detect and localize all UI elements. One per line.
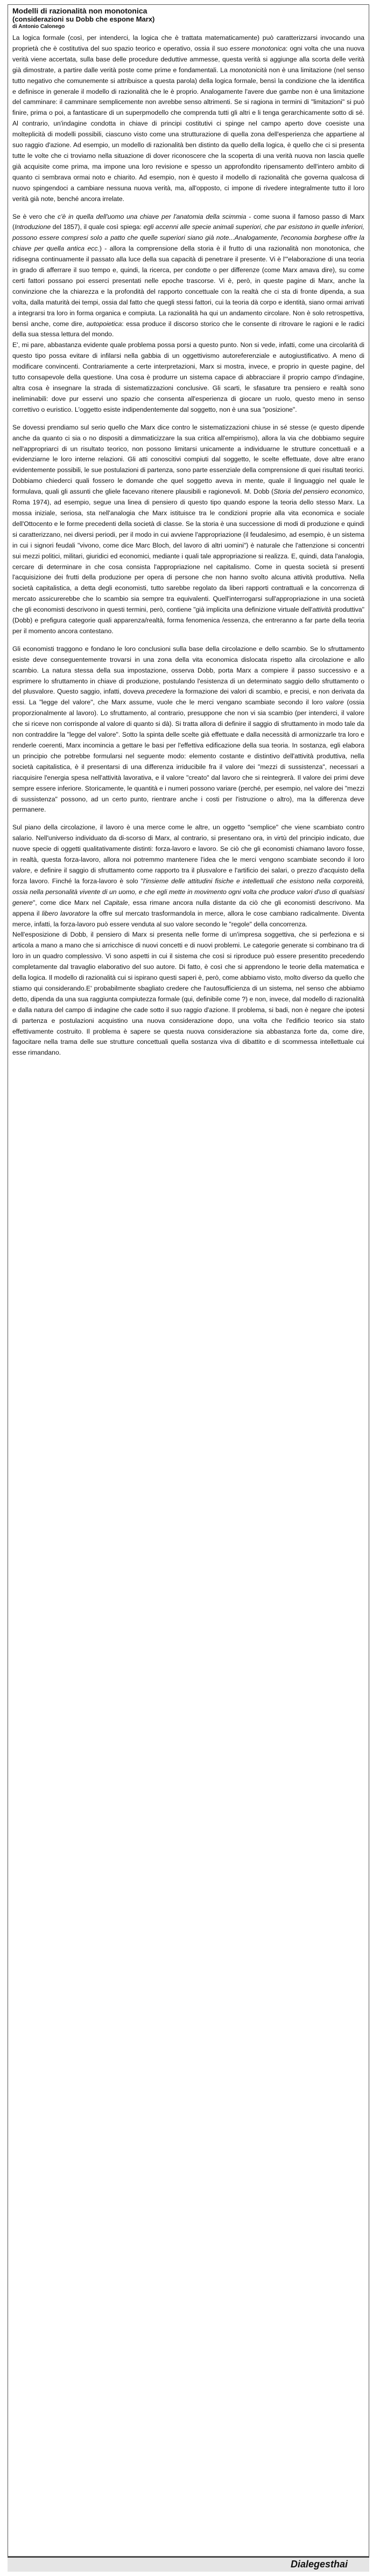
text-run: (ossia proporzionalmente al lavoro). Lo sfruttamento, al contrario, presuppone che non vi sia scambio (per intenderci, il valore che si riceve non corrisponde al valore di quanto si dà). Si tratta allora di definire il saggio di sfruttamento in modo tale da non contraddire la "legge del valore". Sotto la spinta delle scelte già effettuate e dalla necessità di armonizzarle tra loro e renderle coerenti, Marx incomincia a gettare le basi per l'effettiva edificazione della sua teoria. In sostanza, egli elabora un principio che potrebbe formularsi nel seguente modo: elemento costante e distintivo dell'attività produttiva, nella società capitalistica, è il presentarsi di una differenza irriducibile fra il valore dei "mezzi di sussistenza", necessari a riacquisire l'energia spesa nell'attività lavorativa, e il valore "creato" dal lavoro che si reintegrerà. Il valore dei primi deve sempre essere inferiore. Storicamente, le quantità e i numeri possono variare (perché, per esempio, nel valore dei "mezzi di sussistenza" possono, ad un certo punto, rientrare anche i costi per l'istruzione o altro), ma la differenza deve permanere. <box>12 698 364 814</box>
text-run: del 1857), il quale così spiega: <box>51 223 144 231</box>
text-run: ", come dice Marx nel <box>32 898 104 906</box>
italic-text: attività <box>312 606 332 614</box>
body-paragraph <box>12 644 364 816</box>
text-run: , essa rimane ancora nulla distante da ciò che gli economisti descrivono. Ma appena il <box>12 898 364 917</box>
footer-bar <box>8 2557 369 2572</box>
article-subtitle: (considerazioni su Dobb che espone Marx) <box>12 15 155 23</box>
text-run: - come suona il famoso passo di Marx ( <box>12 212 365 231</box>
text-run: E', mi pare, abbastanza evidente quale problema possa porsi a questo punto. Non si vede, infatti, come una circolarità di questo tipo possa evitare di infilarsi nella gabbia di un oggettivismo autoreferenziale e autogiustificativo. A meno di modificare convincenti. Contrariamente a certe interpretazioni, Marx si mostra, invece, e proprio in queste pagine, del tutto consapevole della questione. Una cosa è produrre un sistema capace di abbracciare il proprio campo d'indagine, altra cosa è insegnare la strada di sistematizzazioni conclusive. Gli scarti, le sfasature tra pensiero e realtà sono ineliminabili: dove pur esservi uno spazio che consenta all'esperienza di giocare un ruolo, questo meno in senso correttivo o euristico. L'oggetto esiste indipendentemente dal soggetto, non è una sua "posizione". <box>12 341 364 413</box>
italic-text: essere monotonica <box>230 44 286 52</box>
italic-text: valore <box>326 698 344 707</box>
body-paragraph <box>12 212 364 416</box>
brand-logo: Dialegesthai <box>290 2559 348 2570</box>
italic-text: c'è in quella dell'uomo una chiave per l'anatomia della scimmia <box>58 212 247 220</box>
italic-text: monotonicità <box>229 66 267 74</box>
text-run: ) - allora la comprensione della storia è il frutto di una razionalità non monotonica, che ridisegna continuamente il passato alla luce della sua capacità di penetrare il presente. Vi è l'"elaborazione di una teoria in grado di afferrare il suo tempo e, quindi, la ricerca, per condotte o per differenze (come Marx amava dire), su come certi fattori possano poi esserci presentati nelle epoche trascorse. Vi è, però, in queste pagine di Marx, anche la convinzione che la chiarezza e la profondità del rapporto concettuale con la realtà che ci sta di fronte dipenda, a sua volta, dalla maturità dei tempi, ossia dal fatto che quegli stessi fattori, cui la teoria dà corpo e identità, siano ormai arrivati a integrarsi tra loro in forma organica e compiuta. La razionalità ha qui un andamento circolare. Non è solo retrospettiva, bensì anche, come dire, <box>12 245 364 328</box>
italic-text: Storia del pensiero economico <box>273 488 363 496</box>
text-run: non è una limitazione (nel senso tutto negativo che comunemente si attribuisce a questa parola) della logica formale, bensì la condizione che la identifica e definisce in generale il modello di razionalità che le è proprio. Analogamente l'avere due gambe non è una limitazione del camminare: il camminare semplicemente non avrebbe senso altrimenti. Se si ragiona in termini di "limitazioni" si può finire, prima o poi, a fantasticare di un superpmodello che comprenda tutti gli altri e li tenga gerarchicamente sotto di sé. Al contrario, un'indagine condotta in chiave di principi costitutivi ci spinge nel campo aperto dove coesiste una molteplicità di modelli possibili, ciascuno visto come una strutturazione di quella zona dell'esperienza che appartiene al suo raggio d'azione. Ad esempio, un modello di razionalità ben distinto da quello della logica, è quello che ci si presenta tutte le volte che ci troviamo nella situazione di dover riconoscere che la scoperta di una verità nuova non lascia quelle già acquisite come prima, ma impone una loro revisione e spesso un approfondito ripensamento dell'intero ambito di quanto ci sembrava ormai noto e chiarito. Ad esempio, non è questo il modello di razionalità che governa qualcosa di nuovo spingendoci a cambiare nessuna nuova verità, ma, all'opposto, ci impone di rivedere integralmente tutto il loro verità già note, benché ancora irrelate. <box>12 66 364 203</box>
italic-text: precedere <box>146 688 177 696</box>
text-run: , e definire il saggio di sfruttamento come rapporto tra il plusvalore e l'artificio dei salari, o prezzo d'acquisto della forza lavoro. Finché la forza-lavoro è solo " <box>12 866 364 885</box>
text-run: : essa produce il discorso storico che le consente di ritrovare le ragioni e le radici della sua stessa lettura del mondo. <box>12 320 364 338</box>
italic-text: valore <box>12 866 31 874</box>
text-run: , Roma 1974), ad esempio, segue una linea di pensiero di questo tipo quando espone la teoria dello stesso Marx. La mossa iniziale, seriosa, sta nell'analogia che Marx istituisce tra le condizioni proprie alla vita economica e sociale dell'Ottocento e le forme precedenti della società di classe. Se la storia è una successione di modi di produzione e quindi si caratterizzano, nei diversi periodi, per il modo in cui avviene l'appropriazione (il feudalesimo, ad esempio, è un sistema in cui i signori feudali "vivono, come dice Marc Bloch, del lavoro di altri uomini") è naturale che l'attenzione si concentri sui mezzi politici, militari, giuridici ed economici, mediante i quali tale appropriazione si realizza. E, quindi, data l'analogia, cercare di determinare in che cosa consista l'appropriazione nel capitalismo. Come in questa società si presenti l'acquisizione dei frutti della produzione per opera di persone che non hanno svolto alcuna attività produttiva. Nella società capitalistica, a detta degli economisti, tutto sarebbe regolato da liberi rapporti contrattuali e la concorrenza di mercato assicurerebbe che lo scambio sia sempre tra equivalenti. Quell'interrogarsi sull'appropriazione in una società che gli economisti descrivono in questi termini, però, contiene "già implicita una definizione virtuale dell' <box>12 488 364 614</box>
text-run: La logica formale (così, per intenderci, la logica che è trattata matematicamente) può caratterizzarsi invocando una proprietà che è costitutiva del suo spazio teorico e operativo, ossia il suo <box>12 34 364 52</box>
body-paragraph <box>12 423 364 637</box>
body-paragraph <box>12 822 364 1058</box>
italic-text: libero lavoratore <box>41 909 90 917</box>
italic-text: autopoietica <box>86 320 122 328</box>
article-title: Modelli di razionalità non monotonica <box>12 6 147 15</box>
text-run: Sul piano della circolazione, il lavoro è una merce come le altre, un oggetto "semplice" che viene scambiato contro salario. Nell'universo individuato da di-scorso di Marx, al contrario, si presentano ora, in virtù del principio indicato, due nuove specie di oggetti qualitativamente distinti: forza-lavoro e lavoro. Se ciò che gli economisti chiamano lavoro fosse, in realtà, questa forza-lavoro, allora noi potremmo mantenere l'idea che le merci vengono scambiate secondo il loro <box>12 823 364 864</box>
article-author: di Antonio Calonego <box>12 24 65 30</box>
text-run: Se è vero che <box>12 212 58 220</box>
italic-text: Capitale <box>103 898 128 906</box>
article-body <box>12 33 364 1058</box>
text-run: : ogni volta che una nuova verità viene accertata, sulla base delle procedure deduttive ammesse, questa verità si aggiunge alla scorta delle verità già dimostrate, a partire dalle verità poste come prime e fondamentali. La <box>12 44 365 74</box>
text-run: Se dovessi prendiamo sul serio quello che Marx dice contro le sistematizzazioni chiuse in sé stesse (e questo dipende anche da quanto ci sia o no dispositi a dimmaticizzare la sua critica all'empirismo), allora la via che dobbiamo seguire nell'appropriarci di un risultato teorico, non possono limitarsi unicamente a individuarne le strutture concettuali e a evidenziarne le loro interne relazioni. Gli atti conoscitivi compiuti dal soggetto, le scelte effettuate, dove altre erano evidentemente possibili, le sue postulazioni di partenza, sono parte essenziale della comprensione di quei risultati teorici. Dobbiamo chiederci quali fossero le domande che quel soggetto aveva in mente, quale il linguaggio nel quale le formulava, quali gli assunti che gliele facevano ritenere plausibili e ragionevoli. M. Dobb ( <box>12 423 364 496</box>
text-run: la offre sul mercato trasformandola in merce, allora le cose cambiano radicalmente. Diventa merce, infatti, la forza-lavoro può essere venduta al suo valore secondo le "regole" della concorrenza. <box>12 909 365 928</box>
text-run: la formazione dei valori di scambio, e precisi, e non derivata da essi. La "legge del valore", che Marx assume, vuole che le merci vengano scambiate secondo il loro <box>12 688 364 707</box>
italic-text: l'insieme delle attitudini fisiche e intellettuali che esistono nella corporeità, ossia nella personalità vivente di un uomo, e che egli mette in movimento ogni volta che produce valori d'uso di qualsiasi genere <box>12 877 364 906</box>
italic-text: egli accenni alle specie animali superiori, che par esistono in quelle inferiori, possono essere compresi solo a patto che quelle superiori siano già note...Analogamente, l'economia borghese offre la chiave per quella antica ecc. <box>12 223 364 253</box>
text-run: Nell'esposizione di Dobb, il pensiero di Marx si presenta nelle forme di un'impresa soggettiva, che si perfeziona e si articola a mano a mano che si arricchisce di nuovi concetti e di nuovi problemi. Le categorie generate si combinano tra di loro in un quadro complessivo. Vi sono aspetti in cui il sistema che così si riproduce può essere presentito precedendo completamente dal travaglio elaborativo del suo autore. Di fatto, è così che si apprendono le teorie della matematica e della logica. Il modello di razionalità cui si ispirano questi saperi è, però, come abbiamo visto, molto diverso da quello che stiamo qui considerando.E' probabilmente sbagliato credere che l'autosufficienza di un sistema, nel senso che abbiamo detto, dipenda da una sua raggiunta compiutezza formale (qui, definibile come ?) e non, invece, dal modello di razionalità e dalla natura del campo di indagine che cade sotto il suo raggio d'azione. Il problema, si badi, non è negare che ipotesi di partenza e postulazioni acquistino una nuova considerazione dopo, una volta che l'edificio teorico sia stato effettivamente costruito. Il problema è sapere se questa nuova considerazione sia abbastanza forte da, come dire, fagocitare nella trama delle sue strutture concettuali quella sostanza viva di dibattito e di scommessa intellettuale cui esse rimandano. <box>12 931 364 1057</box>
text-run: produttiva" (Dobb) e prefigura categorie quali apparenza/realtà, forma fenomenica /essenza, che entreranno a far parte della teoria per il momento ancora contestano. <box>12 606 364 635</box>
italic-text: Introduzione <box>15 223 51 231</box>
text-run: Gli economisti traggono e fondano le loro conclusioni sulla base della circolazione e dello scambio. Se lo sfruttamento esiste deve conseguentemente trovarsi in una zona della vita economica dislocata rispetto alla circolazione e allo scambio. La natura stessa della sua impostazione, osserva Dobb, porta Marx a compiere il passo successivo e a esprimere lo sfruttamento in chiave di produzione, postulando l'esistenza di un determinato saggio dello sfruttamento o del plusvalore. Questo saggio, infatti, doveva <box>12 645 364 696</box>
article-page <box>8 4 369 2557</box>
body-paragraph <box>12 33 364 205</box>
